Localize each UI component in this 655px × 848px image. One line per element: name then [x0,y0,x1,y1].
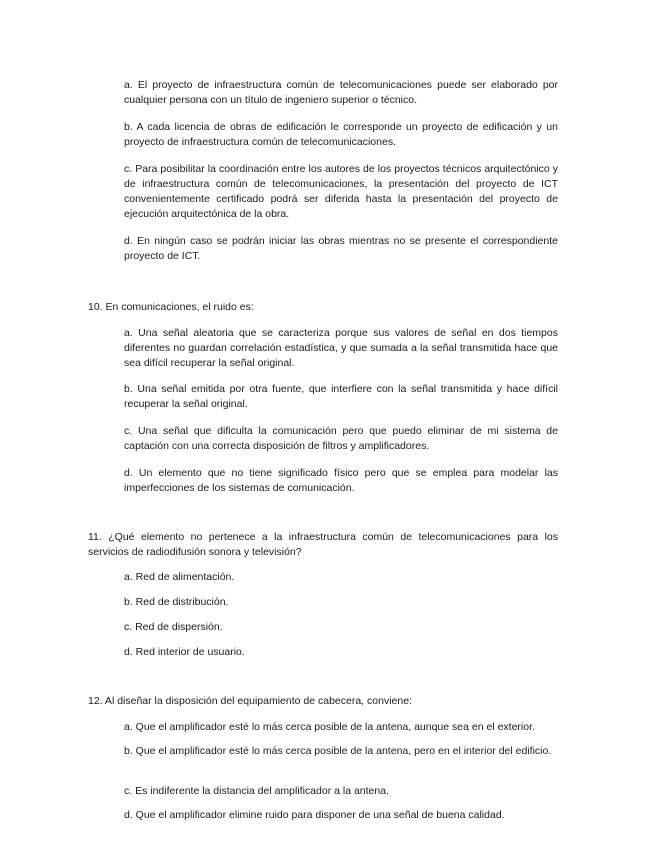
q12-stem: 12. Al diseñar la disposición del equipamiento de cabecera, conviene: [88,695,412,707]
q11-option-d: d. Red interior de usuario. [124,646,245,658]
q12-option-c: c. Es indiferente la distancia del amplificador a la antena. [124,785,389,797]
q10-option-a: a. Una señal aleatoria que se caracteriza porque sus valores de señal en dos tiempos diferentes no guardan correlación estadística, y que sumada a la señal transmitida hace que sea difícil recuperar la señal original. [124,327,558,369]
q11-option-a: a. Red de alimentación. [124,571,235,583]
q12-option-d: d. Que el amplificador elimine ruido para disponer de una señal de buena calidad. [124,809,505,821]
q10-option-d: d. Un elemento que no tiene significado físico pero que se emplea para modelar las imperfecciones de los sistemas de comunicación. [124,467,558,494]
q12-option-b: b. Que el amplificador esté lo más cerca posible de la antena, pero en el interior del edificio. [124,745,552,757]
q9-option-d: d. En ningún caso se podrán iniciar las obras mientras no se presente el correspondiente proyecto de ICT. [124,235,558,262]
q10-option-b: b. Una señal emitida por otra fuente, que interfiere con la señal transmitida y hace difícil recuperar la señal original. [124,383,558,410]
q11-option-b: b. Red de distribución. [124,596,229,608]
q12-option-a: a. Que el amplificador esté lo más cerca posible de la antena, aunque sea en el exterior. [124,721,535,733]
q9-option-b: b. A cada licencia de obras de edificación le corresponde un proyecto de edificación y un proyecto de infraestructura común de telecomunicaciones. [124,121,558,148]
q11-stem: 11. ¿Qué elemento no pertenece a la infraestructura común de telecomunicaciones para los servicios de radiodifusión sonora y televisión? [88,531,558,558]
q10-stem: 10. En comunicaciones, el ruido es: [88,301,254,313]
q10-option-c: c. Una señal que dificulta la comunicación pero que puedo eliminar de mi sistema de captación con una correcta disposición de filtros y amplificadores. [124,425,558,452]
q9-option-c: c. Para posibilitar la coordinación entre los autores de los proyectos técnicos arquitectónico y de infraestructura común de telecomunicaciones, la presentación del proyecto de ICT convenientemente certificado podrá ser diferida hasta la presentación del proyecto de ejecución arquitectónica de la obra. [124,163,558,220]
q11-option-c: c. Red de dispersión. [124,621,223,633]
q9-option-a: a. El proyecto de infraestructura común de telecomunicaciones puede ser elaborado por cualquier persona con un título de ingeniero superior o técnico. [124,79,558,106]
